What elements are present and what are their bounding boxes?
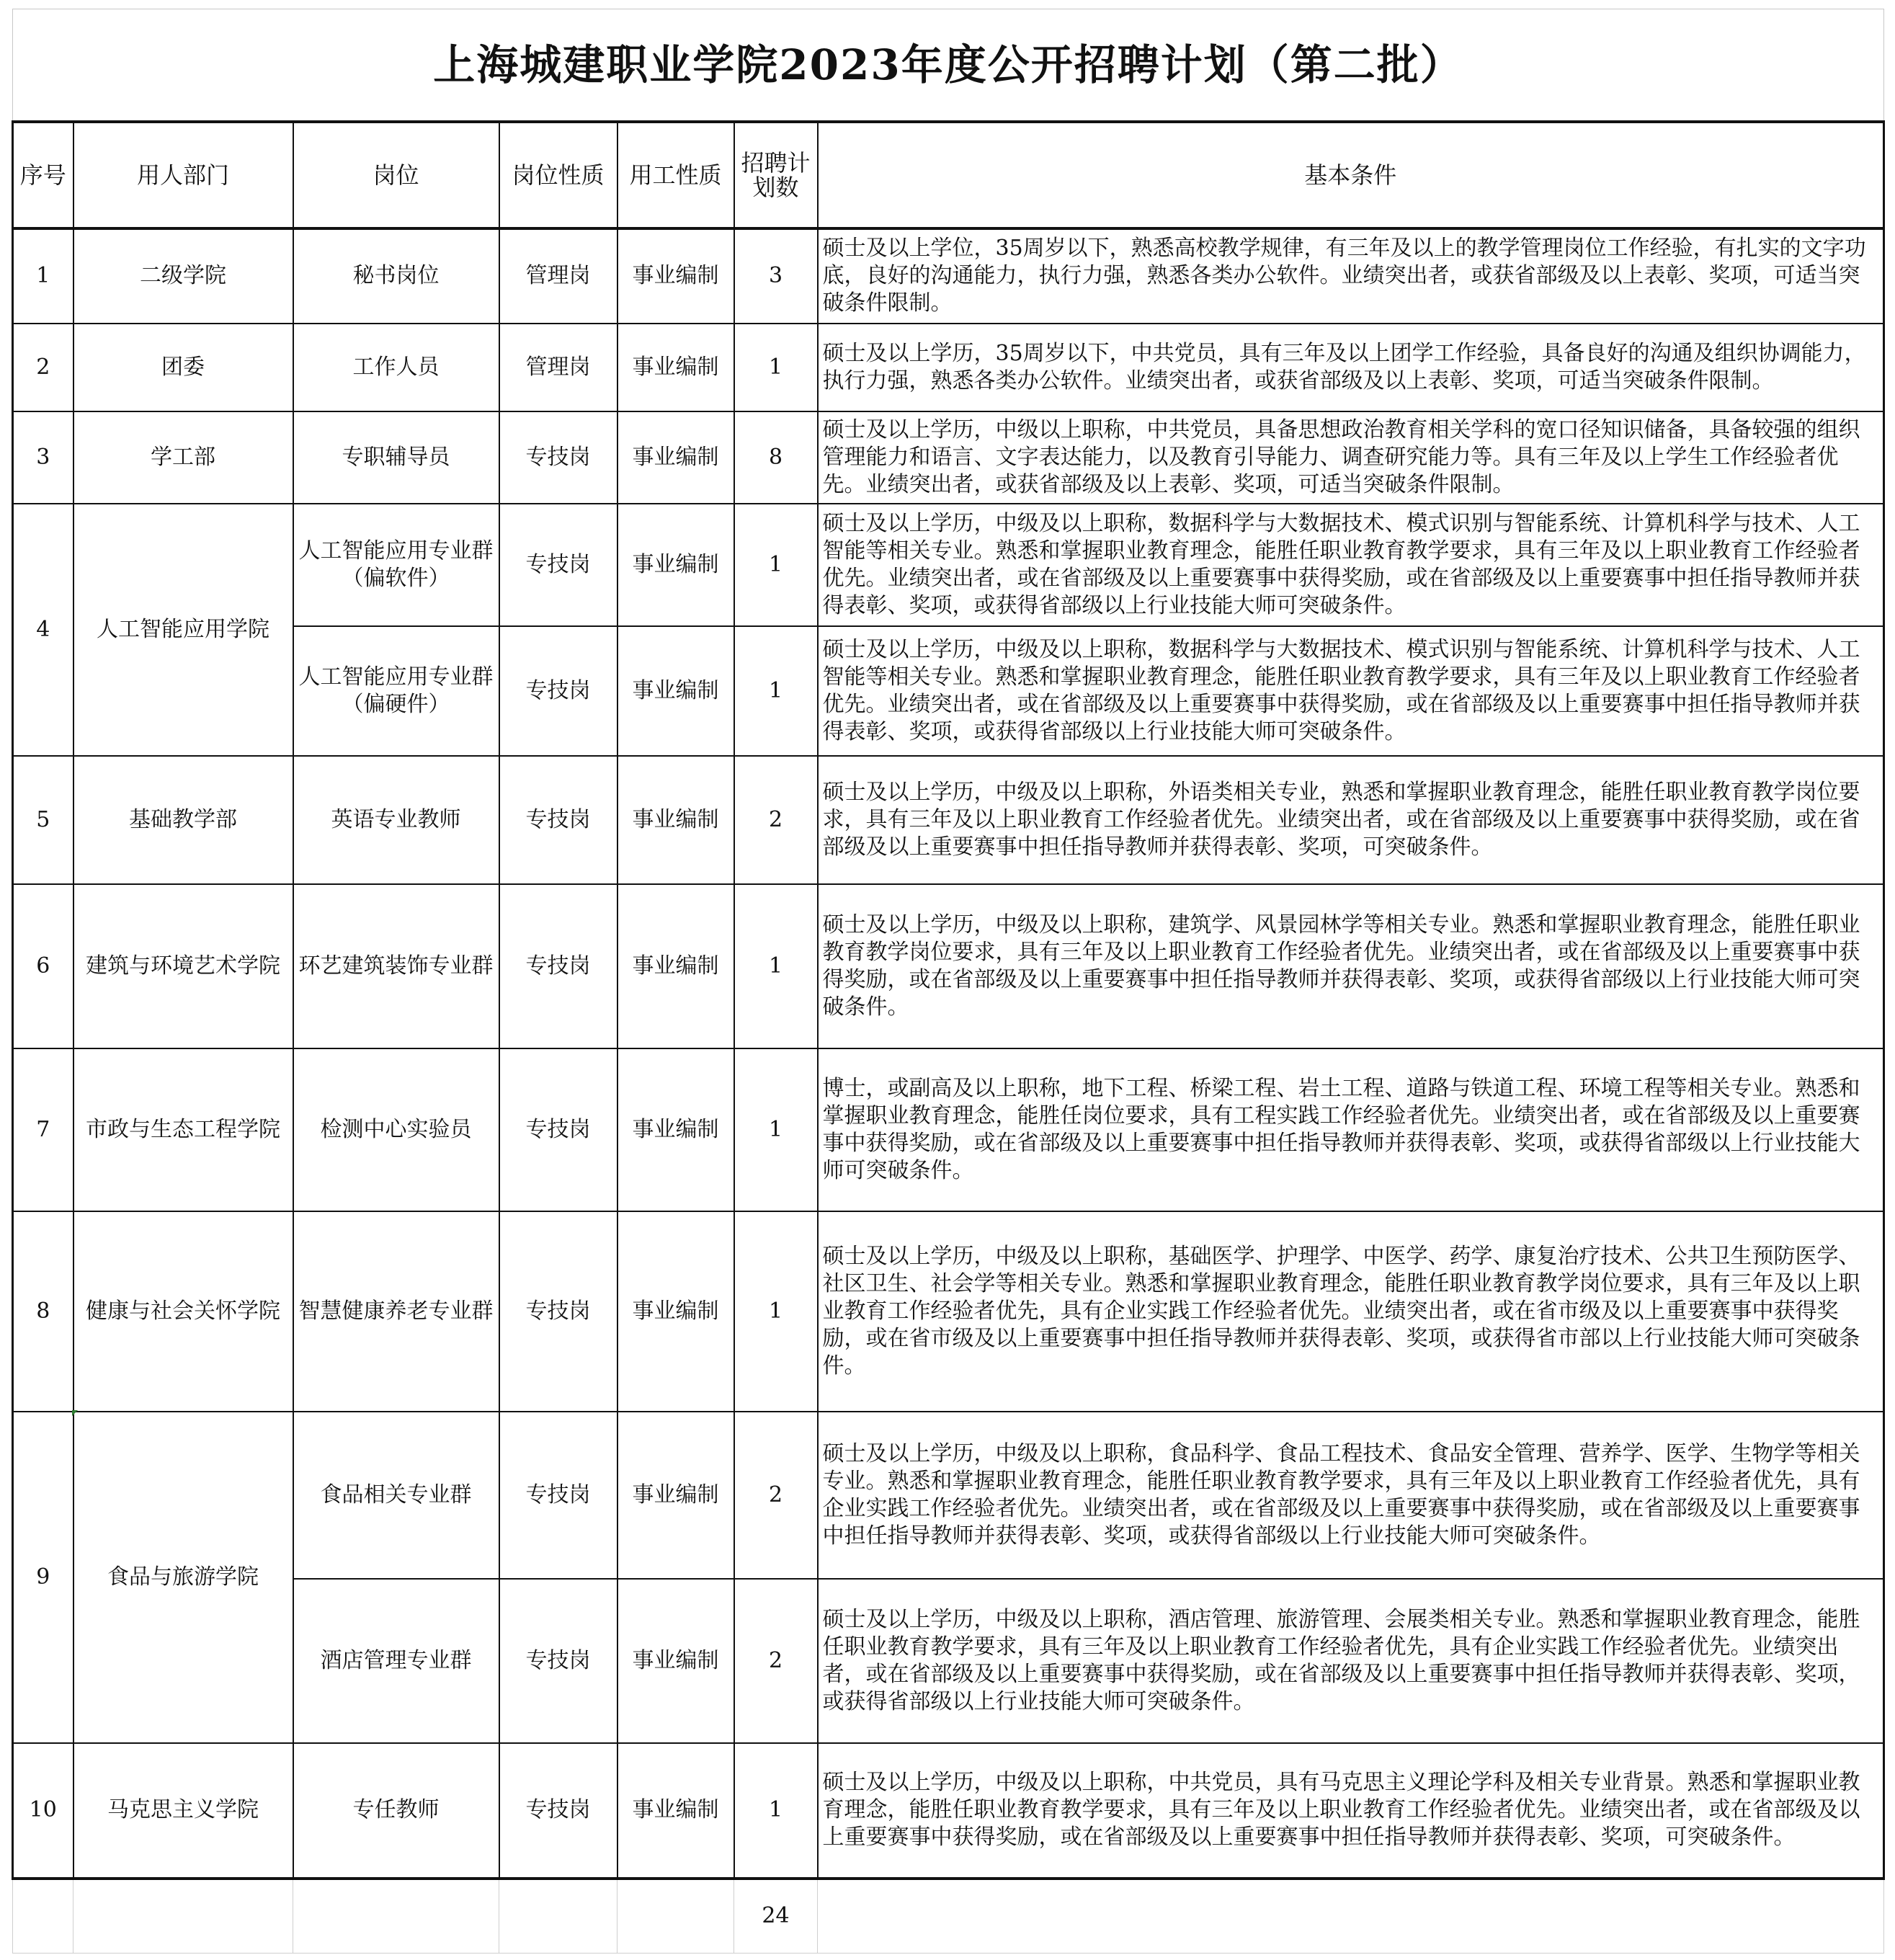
cell-employ: 事业编制 xyxy=(617,1412,734,1579)
cell-conditions: 硕士及以上学历，中级及以上职称，酒店管理、旅游管理、会展类相关专业。熟悉和掌握职业教育理念，能胜任职业教育教学要求，具有三年及以上职业教育工作经验者优先，具有企业实践工作经验者优先。业绩突出者，或在省部级及以上重要赛事中获得奖励，或在省部级及以上重要赛事中担任指导教师并获得表彰、奖项，或获得省部级以上行业技能大师可突破条件。 xyxy=(818,1579,1884,1743)
total-row xyxy=(13,1879,1884,1954)
cell-dept: 马克思主义学院 xyxy=(73,1743,293,1879)
empty-cell xyxy=(293,1879,499,1954)
table-row xyxy=(13,1211,1884,1412)
cell-dept: 市政与生态工程学院 xyxy=(73,1048,293,1211)
cell-employ: 事业编制 xyxy=(617,1211,734,1412)
cell-count: 8 xyxy=(734,411,818,504)
cell-employ: 事业编制 xyxy=(617,1048,734,1211)
table-row xyxy=(13,1412,1884,1579)
cell-nature: 专技岗 xyxy=(499,626,617,756)
cell-post: 环艺建筑装饰专业群 xyxy=(293,884,499,1048)
header-row xyxy=(13,122,1884,228)
page-title: 上海城建职业学院2023年度公开招聘计划（第二批） xyxy=(13,9,1884,122)
table-row xyxy=(13,228,1884,324)
cell-seq: 8 xyxy=(13,1211,73,1412)
empty-cell xyxy=(617,1879,734,1954)
table-row xyxy=(13,1048,1884,1211)
cell-conditions: 硕士及以上学历，中级及以上职称，基础医学、护理学、中医学、药学、康复治疗技术、公共卫生预防医学、社区卫生、社会学等相关专业。熟悉和掌握职业教育理念，能胜任职业教育教学岗位要求，具有三年及以上职业教育工作经验者优先，具有企业实践工作经验者优先。业绩突出者，或在省市级及以上重要赛事中获得奖励，或在省市级及以上重要赛事中担任指导教师并获得表彰、奖项，或获得省市部以上行业技能大师可突破条件。 xyxy=(818,1211,1884,1412)
cell-count: 2 xyxy=(734,1412,818,1579)
cell-nature: 专技岗 xyxy=(499,1743,617,1879)
table-row xyxy=(13,756,1884,884)
cell-conditions: 硕士及以上学位，35周岁以下，熟悉高校教学规律，有三年及以上的教学管理岗位工作经验，有扎实的文字功底，良好的沟通能力，执行力强，熟悉各类办公软件。业绩突出者，或获省部级及以上表彰、奖项，可适当突破条件限制。 xyxy=(818,228,1884,324)
cell-seq: 1 xyxy=(13,228,73,324)
cell-post: 酒店管理专业群 xyxy=(293,1579,499,1743)
cell-dept: 团委 xyxy=(73,324,293,411)
empty-cell xyxy=(818,1879,1884,1954)
cell-employ: 事业编制 xyxy=(617,626,734,756)
cell-conditions: 硕士及以上学历，中级及以上职称，中共党员，具有马克思主义理论学科及相关专业背景。熟悉和掌握职业教育理念，能胜任职业教育教学要求，具有三年及以上职业教育工作经验者优先。业绩突出者，或在省部级及以上重要赛事中获得奖励，或在省部级及以上重要赛事中担任指导教师并获得表彰、奖项，可突破条件。 xyxy=(818,1743,1884,1879)
cell-post: 英语专业教师 xyxy=(293,756,499,884)
table-row xyxy=(13,626,1884,756)
recruitment-table xyxy=(12,9,1885,1954)
header-employ: 用工性质 xyxy=(617,122,734,228)
cell-post: 人工智能应用专业群（偏软件） xyxy=(293,504,499,626)
cell-conditions: 硕士及以上学历，中级及以上职称，食品科学、食品工程技术、食品安全管理、营养学、医学、生物学等相关专业。熟悉和掌握职业教育理念，能胜任职业教育教学要求，具有三年及以上职业教育工作经验者优先，具有企业实践工作经验者优先。业绩突出者，或在省部级及以上重要赛事中获得奖励，或在省部级及以上重要赛事中担任指导教师并获得表彰、奖项，或获得省部级以上行业技能大师可突破条件。 xyxy=(818,1412,1884,1579)
total-count: 24 xyxy=(734,1879,818,1954)
cell-employ: 事业编制 xyxy=(617,1743,734,1879)
header-seq: 序号 xyxy=(13,122,73,228)
header-nature: 岗位性质 xyxy=(499,122,617,228)
cell-count: 1 xyxy=(734,504,818,626)
cell-nature: 专技岗 xyxy=(499,884,617,1048)
cell-nature: 专技岗 xyxy=(499,411,617,504)
cell-seq: 4 xyxy=(13,504,73,756)
table-row xyxy=(13,1743,1884,1879)
cell-nature: 管理岗 xyxy=(499,324,617,411)
cell-comment-marker-icon xyxy=(72,1410,78,1416)
cell-post: 人工智能应用专业群（偏硬件） xyxy=(293,626,499,756)
cell-seq: 2 xyxy=(13,324,73,411)
cell-count: 2 xyxy=(734,1579,818,1743)
table-row xyxy=(13,504,1884,626)
cell-post: 工作人员 xyxy=(293,324,499,411)
header-count: 招聘计划数 xyxy=(734,122,818,228)
cell-nature: 专技岗 xyxy=(499,1579,617,1743)
cell-dept: 二级学院 xyxy=(73,228,293,324)
cell-dept: 食品与旅游学院 xyxy=(73,1412,293,1743)
cell-count: 2 xyxy=(734,756,818,884)
cell-seq: 9 xyxy=(13,1412,73,1743)
cell-seq: 3 xyxy=(13,411,73,504)
cell-count: 3 xyxy=(734,228,818,324)
header-dept: 用人部门 xyxy=(73,122,293,228)
empty-cell xyxy=(73,1879,293,1954)
cell-employ: 事业编制 xyxy=(617,1579,734,1743)
cell-seq: 10 xyxy=(13,1743,73,1879)
empty-cell xyxy=(499,1879,617,1954)
cell-conditions: 硕士及以上学历，中级及以上职称，外语类相关专业，熟悉和掌握职业教育理念，能胜任职业教育教学岗位要求，具有三年及以上职业教育工作经验者优先。业绩突出者，或在省部级及以上重要赛事中获得奖励，或在省部级及以上重要赛事中担任指导教师并获得表彰、奖项，可突破条件。 xyxy=(818,756,1884,884)
empty-cell xyxy=(13,1879,73,1954)
table-row xyxy=(13,1579,1884,1743)
cell-employ: 事业编制 xyxy=(617,411,734,504)
cell-employ: 事业编制 xyxy=(617,324,734,411)
cell-dept: 学工部 xyxy=(73,411,293,504)
cell-dept: 人工智能应用学院 xyxy=(73,504,293,756)
cell-conditions: 博士，或副高及以上职称，地下工程、桥梁工程、岩土工程、道路与铁道工程、环境工程等相关专业。熟悉和掌握职业教育理念，能胜任岗位要求，具有工程实践工作经验者优先。业绩突出者，或在省部级及以上重要赛事中获得奖励，或在省部级及以上重要赛事中担任指导教师并获得表彰、奖项，或获得省部级以上行业技能大师可突破条件。 xyxy=(818,1048,1884,1211)
cell-post: 秘书岗位 xyxy=(293,228,499,324)
header-cond: 基本条件 xyxy=(818,122,1884,228)
cell-conditions: 硕士及以上学历，35周岁以下，中共党员，具有三年及以上团学工作经验，具备良好的沟通及组织协调能力，执行力强，熟悉各类办公软件。业绩突出者，或获省部级及以上表彰、奖项，可适当突破条件限制。 xyxy=(818,324,1884,411)
cell-conditions: 硕士及以上学历，中级及以上职称，建筑学、风景园林学等相关专业。熟悉和掌握职业教育理念，能胜任职业教育教学岗位要求，具有三年及以上职业教育工作经验者优先。业绩突出者，或在省部级及以上重要赛事中获得奖励，或在省部级及以上重要赛事中担任指导教师并获得表彰、奖项，或获得省部级以上行业技能大师可突破条件。 xyxy=(818,884,1884,1048)
cell-post: 检测中心实验员 xyxy=(293,1048,499,1211)
cell-post: 专职辅导员 xyxy=(293,411,499,504)
cell-nature: 专技岗 xyxy=(499,1412,617,1579)
cell-post: 智慧健康养老专业群 xyxy=(293,1211,499,1412)
cell-count: 1 xyxy=(734,1048,818,1211)
cell-conditions: 硕士及以上学历，中级以上职称，中共党员，具备思想政治教育相关学科的宽口径知识储备，具备较强的组织管理能力和语言、文字表达能力，以及教育引导能力、调查研究能力等。具有三年及以上学生工作经验者优先。业绩突出者，或获省部级及以上表彰、奖项，可适当突破条件限制。 xyxy=(818,411,1884,504)
cell-count: 1 xyxy=(734,1211,818,1412)
header-post: 岗位 xyxy=(293,122,499,228)
cell-nature: 专技岗 xyxy=(499,1211,617,1412)
cell-seq: 5 xyxy=(13,756,73,884)
cell-count: 1 xyxy=(734,884,818,1048)
cell-count: 1 xyxy=(734,1743,818,1879)
cell-dept: 健康与社会关怀学院 xyxy=(73,1211,293,1412)
cell-nature: 专技岗 xyxy=(499,756,617,884)
table-row xyxy=(13,884,1884,1048)
cell-dept: 基础教学部 xyxy=(73,756,293,884)
recruitment-plan-sheet xyxy=(12,9,1883,1954)
cell-seq: 7 xyxy=(13,1048,73,1211)
table-row xyxy=(13,324,1884,411)
cell-count: 1 xyxy=(734,324,818,411)
cell-count: 1 xyxy=(734,626,818,756)
cell-nature: 管理岗 xyxy=(499,228,617,324)
cell-seq: 6 xyxy=(13,884,73,1048)
cell-conditions: 硕士及以上学历，中级及以上职称，数据科学与大数据技术、模式识别与智能系统、计算机科学与技术、人工智能等相关专业。熟悉和掌握职业教育理念，能胜任职业教育教学要求，具有三年及以上职业教育工作经验者优先。业绩突出者，或在省部级及以上重要赛事中获得奖励，或在省部级及以上重要赛事中担任指导教师并获得表彰、奖项，或获得省部级以上行业技能大师可突破条件。 xyxy=(818,626,1884,756)
cell-employ: 事业编制 xyxy=(617,756,734,884)
cell-nature: 专技岗 xyxy=(499,504,617,626)
cell-employ: 事业编制 xyxy=(617,504,734,626)
cell-dept: 建筑与环境艺术学院 xyxy=(73,884,293,1048)
cell-employ: 事业编制 xyxy=(617,884,734,1048)
cell-post: 食品相关专业群 xyxy=(293,1412,499,1579)
table-row xyxy=(13,411,1884,504)
cell-post: 专任教师 xyxy=(293,1743,499,1879)
cell-conditions: 硕士及以上学历，中级及以上职称，数据科学与大数据技术、模式识别与智能系统、计算机科学与技术、人工智能等相关专业。熟悉和掌握职业教育理念，能胜任职业教育教学要求，具有三年及以上职业教育工作经验者优先。业绩突出者，或在省部级及以上重要赛事中获得奖励，或在省部级及以上重要赛事中担任指导教师并获得表彰、奖项，或获得省部级以上行业技能大师可突破条件。 xyxy=(818,504,1884,626)
cell-employ: 事业编制 xyxy=(617,228,734,324)
cell-nature: 专技岗 xyxy=(499,1048,617,1211)
